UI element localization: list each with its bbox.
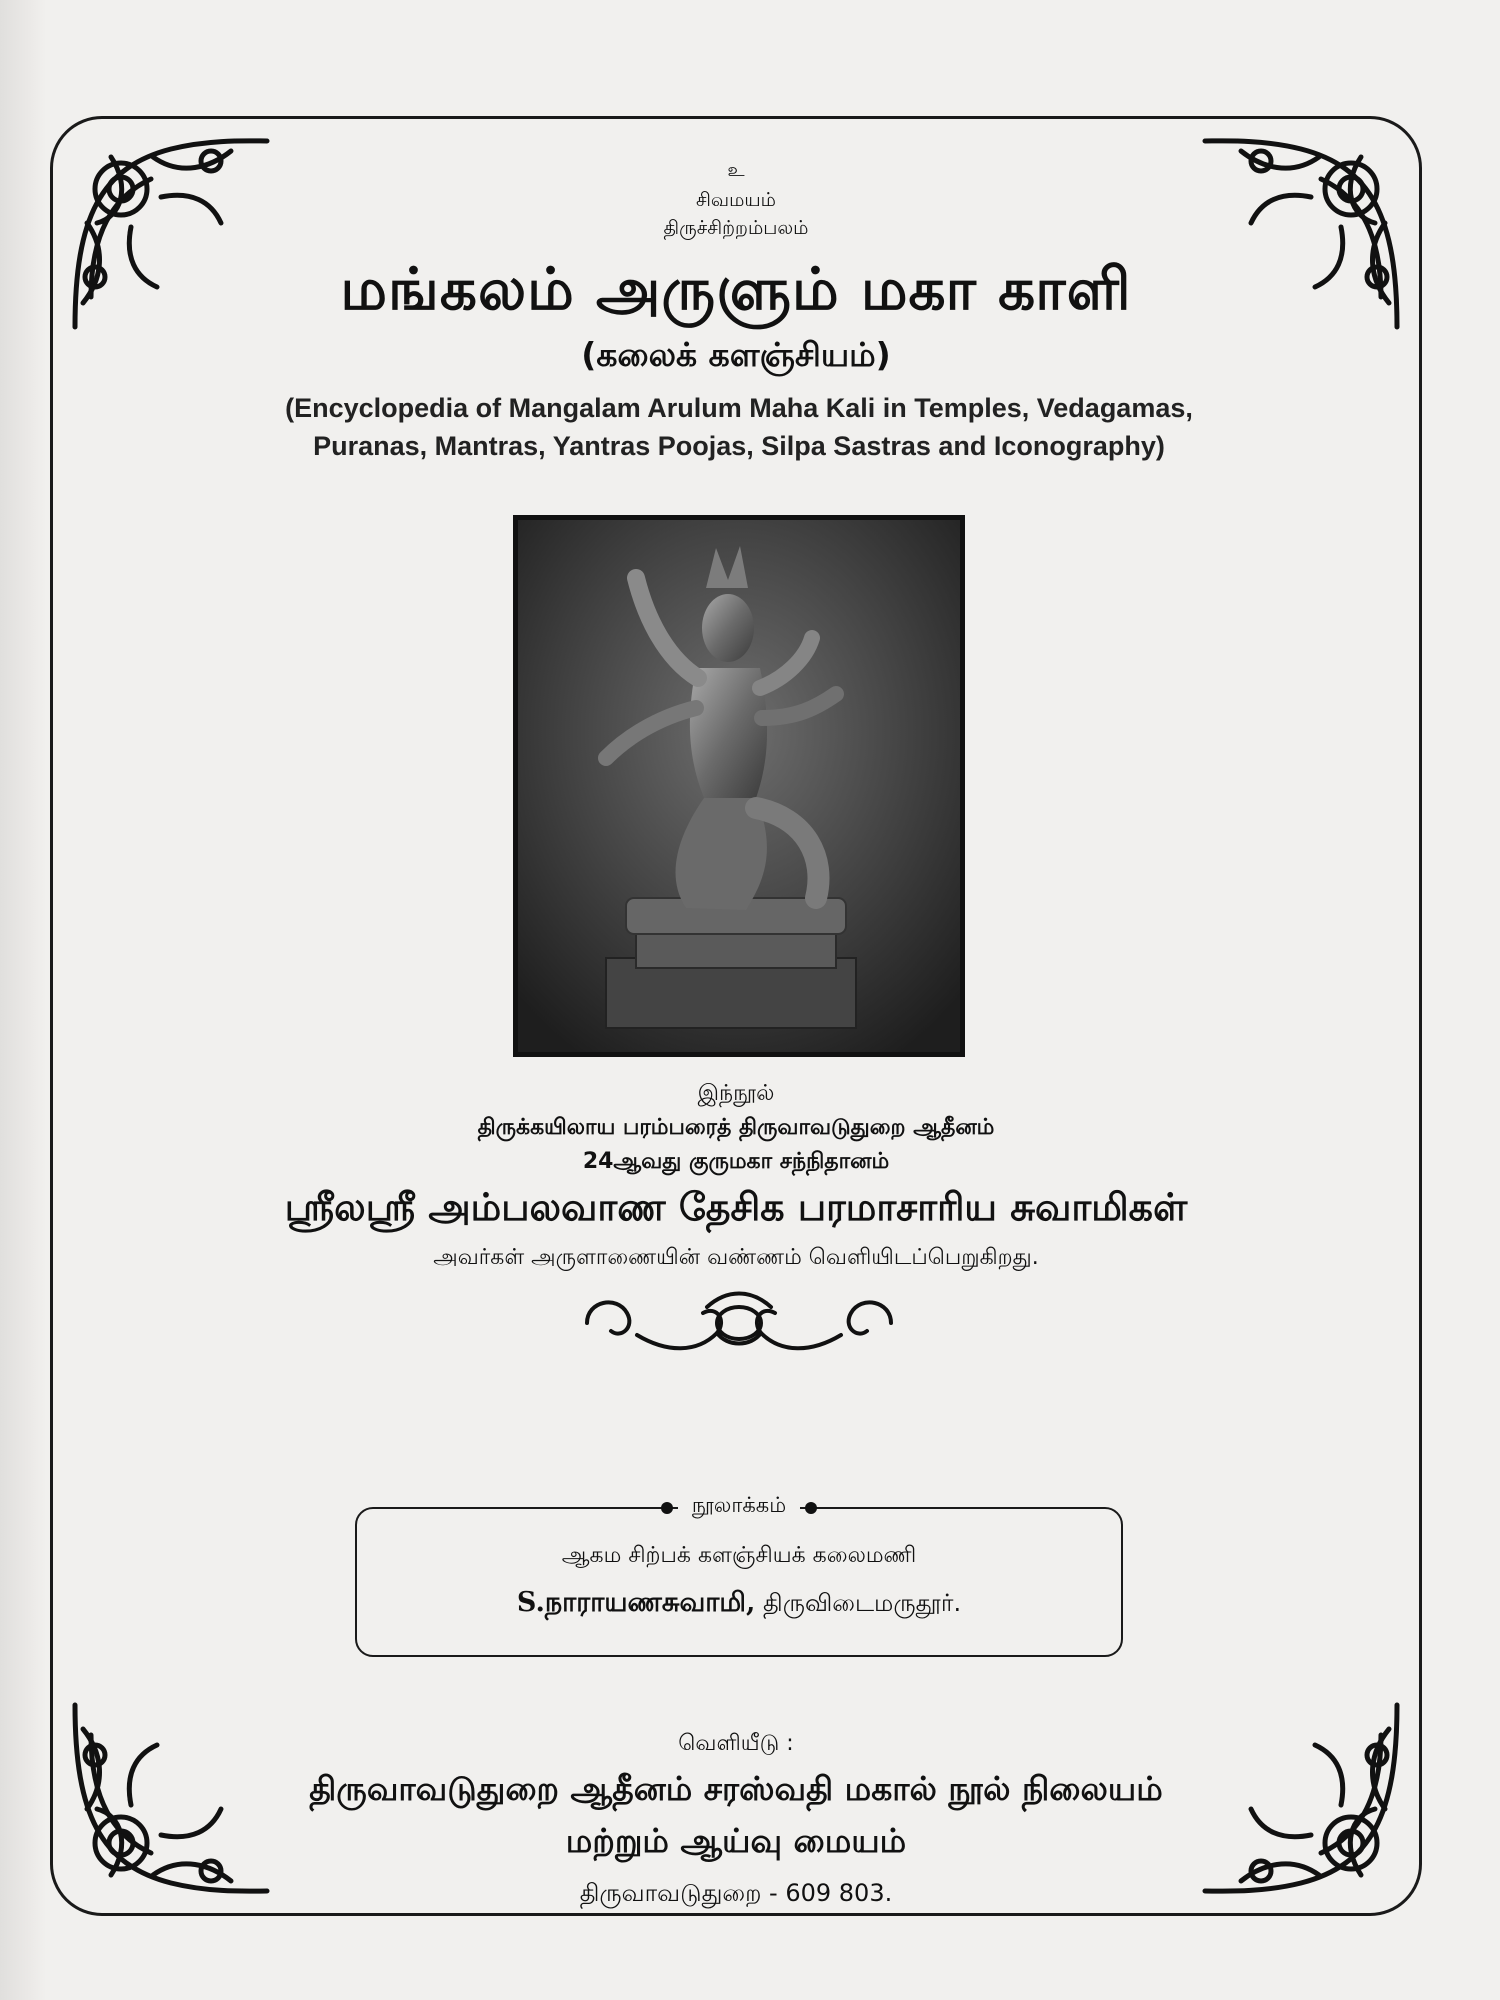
english-description-line-1: (Encyclopedia of Mangalam Arulum Maha Kali in Temples, Vedagamas, — [285, 393, 1193, 423]
invocation-line-2: திருச்சிற்றம்பலம் — [663, 217, 809, 239]
ornamental-frame — [50, 116, 1422, 1916]
author-label: நூலாக்கம் — [678, 1493, 800, 1517]
page-edge-shadow — [0, 0, 46, 2000]
author-box — [355, 1493, 1123, 1657]
bullet-icon — [805, 1502, 817, 1514]
book-title: மங்கலம் அருளும் மகா காளி — [340, 255, 1132, 323]
author-name: S.நாராயணசுவாமி, — [516, 1587, 756, 1618]
kali-statue-photo — [513, 515, 965, 1057]
publisher-label: வெளியீடு : — [678, 1731, 794, 1756]
patronage-intro: இந்நூல் — [697, 1081, 775, 1106]
author-title: ஆகம சிற்பக் களஞ்சியக் கலைமணி — [561, 1543, 917, 1568]
patronage-line-3: அவர்கள் அருளாணையின் வண்ணம் வெளியிடப்பெறுகிறது. — [433, 1245, 1039, 1270]
invocation-line-1: சிவமயம் — [696, 189, 776, 211]
english-description-line-2: Puranas, Mantras, Yantras Poojas, Silpa Sastras and Iconography) — [313, 431, 1165, 461]
publisher-place: திருவாவடுதுறை - 609 803. — [579, 1879, 893, 1907]
flourish-ornament-icon — [577, 1283, 901, 1363]
patron-name: ஸ்ரீலஸ்ரீ அம்பலவாண தேசிக பரமாசாரிய சுவாமிகள் — [284, 1185, 1188, 1229]
publisher-name-line-2: மற்றும் ஆய்வு மையம் — [565, 1821, 907, 1860]
patronage-line-1: திருக்கயிலாய பரம்பரைத் திருவாவடுதுறை ஆதீனம் — [477, 1115, 995, 1140]
bullet-icon — [661, 1502, 673, 1514]
book-subtitle: (கலைக் களஞ்சியம்) — [581, 335, 891, 374]
publisher-name-line-1: திருவாவடுதுறை ஆதீனம் சரஸ்வதி மகால் நூல் நிலையம் — [309, 1769, 1163, 1808]
author-place: திருவிடைமருதூர். — [763, 1589, 962, 1617]
english-description — [173, 389, 1305, 465]
invocation-glyph: உ — [727, 159, 745, 181]
patronage-line-2: 24ஆவது குருமகா சந்நிதானம் — [582, 1149, 890, 1174]
